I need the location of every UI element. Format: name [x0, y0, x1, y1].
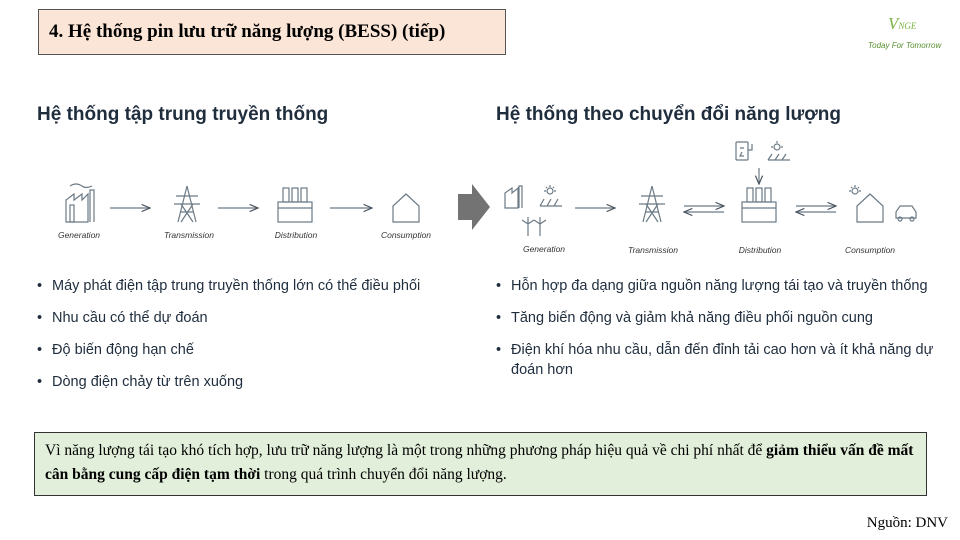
substation-icon: [742, 168, 776, 222]
substation-icon: [278, 188, 312, 222]
transition-system-heading: Hệ thống theo chuyển đổi năng lượng: [496, 104, 841, 125]
logo-tagline: Today For Tomorrow: [868, 41, 942, 50]
summary-note: [34, 432, 927, 496]
traditional-system-bullets: [37, 276, 457, 404]
logo-mark: VNGE: [888, 14, 917, 33]
electric-car-icon: [896, 206, 916, 221]
note-text: Vì năng lượng tái tạo khó tích hợp, lưu trữ năng lượng là một trong những phương pháp hiệu quả về chi phí nhất để: [45, 442, 767, 459]
transmission-tower-icon: [639, 186, 665, 222]
list-item: • Hỗn hợp đa dạng giữa nguồn năng lượng tái tạo và truyền thống: [496, 276, 946, 296]
transition-system-bullets: [496, 276, 946, 392]
note-text: trong quá trình chuyển đổi năng lượng.: [260, 466, 507, 483]
factory-icon: [66, 184, 94, 222]
transition-arrow-icon: [458, 184, 490, 230]
factory-icon: [505, 186, 522, 208]
house-icon: [393, 194, 419, 222]
wind-turbine-icon: [522, 217, 546, 236]
stage-label: Distribution: [274, 230, 318, 240]
list-item: • Dòng điện chảy từ trên xuống: [37, 372, 457, 392]
solar-panel-icon: [540, 185, 562, 206]
stage-label: Generation: [57, 230, 101, 240]
list-item: • Độ biến động hạn chế: [37, 340, 457, 360]
stage-label: Generation: [522, 244, 566, 254]
ev-charger-icon: [736, 142, 752, 160]
stage-label: Consumption: [844, 245, 896, 255]
stage-label: Distribution: [738, 245, 782, 255]
list-item: • Máy phát điện tập trung truyền thống lớn có thể điều phối: [37, 276, 457, 296]
list-item: • Điện khí hóa nhu cầu, dẫn đến đỉnh tải cao hơn và ít khả năng dự đoán hơn: [496, 340, 946, 380]
transmission-tower-icon: [174, 186, 200, 222]
list-item: • Nhu cầu có thể dự đoán: [37, 308, 457, 328]
traditional-system-heading: Hệ thống tập trung truyền thống: [37, 104, 329, 125]
sun-icon: [849, 185, 861, 194]
note-emphasis: giảm thiểu vấn đề mất cân bằng cung cấp điện tạm thời: [45, 442, 914, 483]
house-icon: [857, 194, 883, 222]
list-item: • Tăng biến động và giảm khả năng điều phối nguồn cung: [496, 308, 946, 328]
source-citation: Nguồn: DNV: [866, 515, 948, 531]
slide-title: 4. Hệ thống pin lưu trữ năng lượng (BESS) (tiếp): [38, 9, 506, 55]
stage-label: Consumption: [380, 230, 432, 240]
company-logo: [868, 14, 948, 54]
solar-panel-icon: [768, 141, 790, 160]
stage-label: Transmission: [164, 230, 214, 240]
stage-label: Transmission: [628, 245, 678, 255]
